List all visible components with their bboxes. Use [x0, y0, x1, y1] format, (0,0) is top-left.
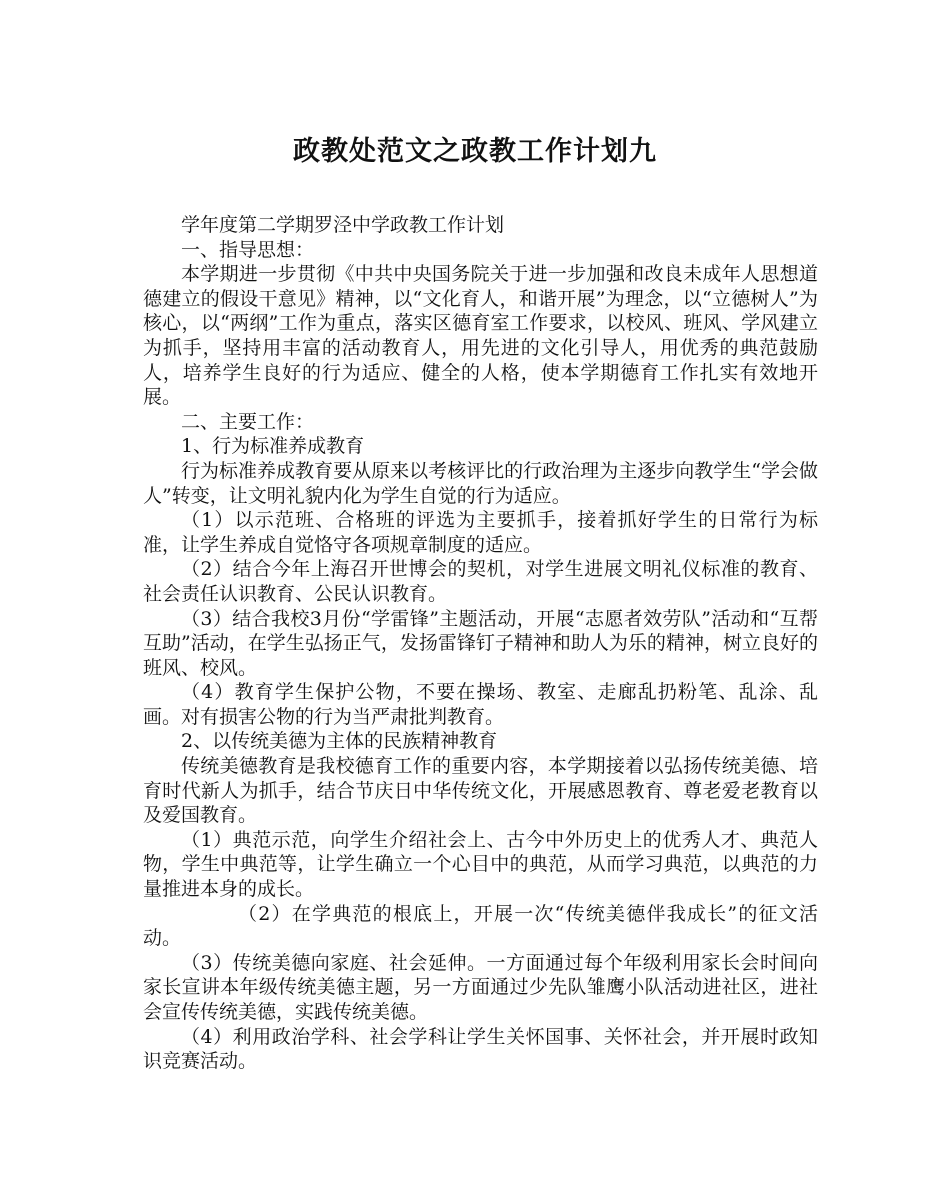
document-title: 政教处范文之政教工作计划九	[293, 136, 657, 167]
tradition-item-2: （2）在学典范的根底上，开展一次“传统美德伴我成长”的征文活动。	[143, 902, 818, 950]
behavior-intro-paragraph: 行为标准养成教育要从原来以考核评比的行政治理为主逐步向教学生“学会做人”转变，让文明礼貌内化为学生自觉的行为适应。	[143, 459, 818, 507]
section-heading-main-work: 二、主要工作：	[181, 410, 315, 433]
subsection-heading-tradition: 2、以传统美德为主体的民族精神教育	[181, 730, 498, 753]
behavior-item-1: （1）以示范班、合格班的评选为主要抓手，接着抓好学生的日常行为标准，让学生养成自觉恪守各项规章制度的适应。	[143, 509, 818, 556]
plan-heading: 学年度第二学期罗泾中学政教工作计划	[181, 214, 505, 236]
behavior-item-4: （4）教育学生保护公物，不要在操场、教室、走廊乱扔粉笔、乱涂、乱画。对有损害公物的行为当严肃批判教育。	[143, 681, 818, 728]
section-heading-guiding-thought: 一、指导思想：	[181, 238, 315, 261]
behavior-item-2: （2）结合今年上海召开世博会的契机，对学生进展文明礼仪标准的教育、社会责任认识教育、公民认识教育。	[143, 558, 818, 605]
guiding-thought-paragraph: 本学期进一步贯彻《中共中央国务院关于进一步加强和改良未成年人思想道德建立的假设干意见》精神，以“文化育人，和谐开展”为理念，以“立德树人”为核心，以“两纲”工作为重点，落实区德育室工作要求，以校风、班风、学风建立为抓手，坚持用丰富的活动教育人，用先进的文化引导人，用优秀的典范鼓励人，培养学生良好的行为适应、健全的人格，使本学期德育工作扎实有效地开展。	[143, 263, 818, 409]
tradition-item-4: （4）利用政治学科、社会学科让学生关怀国事、关怀社会，并开展时政知识竞赛活动。	[143, 1025, 818, 1073]
document-body	[143, 213, 818, 1074]
behavior-item-3: （3）结合我校3月份“学雷锋”主题活动，开展“志愿者效劳队”活动和“互帮互助”活动，在学生弘扬正气，发扬雷锋钉子精神和助人为乐的精神，树立良好的班风、校风。	[143, 607, 818, 679]
tradition-intro-paragraph: 传统美德教育是我校德育工作的重要内容，本学期接着以弘扬传统美德、培育时代新人为抓手，结合节庆日中华传统文化，开展感恩教育、尊老爱老教育以及爱国教育。	[143, 755, 818, 827]
tradition-item-1: （1）典范示范，向学生介绍社会上、古今中外历史上的优秀人才、典范人物，学生中典范等，让学生确立一个心目中的典范，从而学习典范，以典范的力量推进本身的成长。	[143, 828, 818, 901]
subsection-heading-behavior: 1、行为标准养成教育	[181, 435, 365, 458]
tradition-item-3: （3）传统美德向家庭、社会延伸。一方面通过每个年级利用家长会时间向家长宣讲本年级传统美德主题，另一方面通过少先队雏鹰小队活动进社区，进社会宣传传统美德，实践传统美德。	[143, 951, 818, 1023]
